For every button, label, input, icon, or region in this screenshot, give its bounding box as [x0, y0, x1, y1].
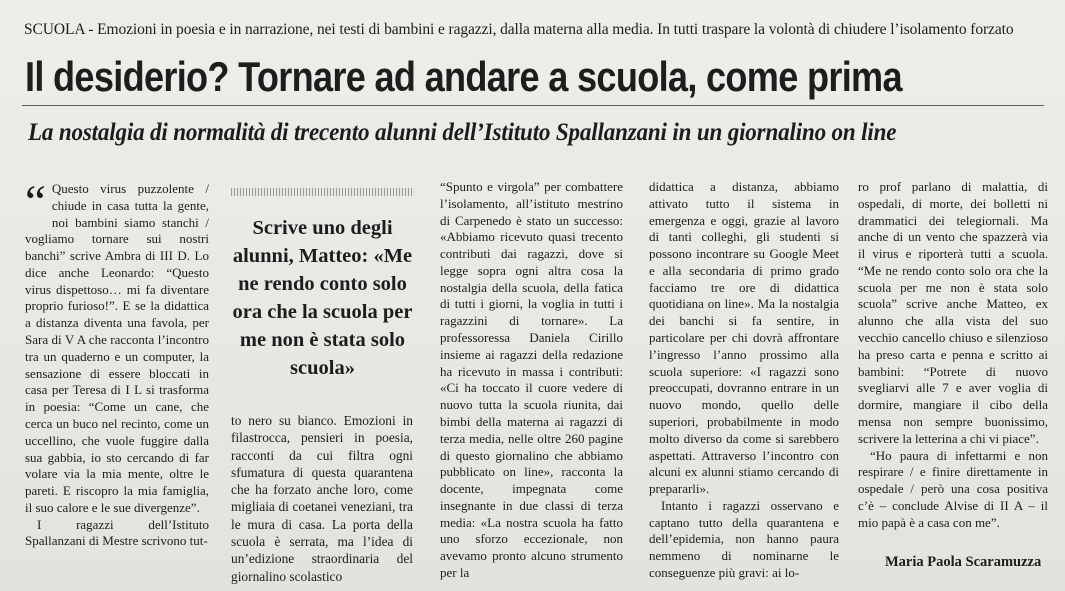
column-5-paragraph-2: “Ho paura di infettarmi e non respirare / e finire direttamente in ospedale / però una cosa positiva c’è – conclude Alvise di II A – il mio papà è a casa con me”.	[858, 447, 1048, 530]
drop-quote-mark: “	[25, 176, 46, 228]
subheadline: La nostalgia di normalità di trecento alunni dell’Istituto Spallanzani in un giornalino on line	[28, 117, 897, 146]
column-1-paragraph-1	[25, 176, 209, 517]
pull-quote-rule	[231, 188, 414, 196]
pull-quote-box	[231, 188, 414, 400]
article-column-1	[25, 176, 209, 550]
article-column-2	[231, 412, 413, 585]
kicker-text: - Emozioni in poesia e in narrazione, nei testi di bambini e ragazzi, dalla materna alla media. In tutti traspare la volontà di chiudere l’isolamento forzato	[84, 21, 1014, 38]
author-signature: Maria Paola Scaramuzza	[885, 554, 1042, 570]
column-1-paragraph-2: I ragazzi dell’Istituto Spallanzani di Mestre scrivono tut-	[25, 516, 209, 549]
article-column-5	[858, 179, 1048, 531]
headline-rule	[22, 105, 1044, 106]
column-4-paragraph-2: Intanto i ragazzi osservano e captano tutto della quarantena e dell’epidemia, non hanno paura nemmeno di nominarne le conseguenze più gravi: ai lo-	[649, 497, 839, 580]
kicker-line	[24, 21, 1013, 39]
column-1-text-1: Questo virus puzzolente / chiude in casa tutta la gente, noi bambini siamo stanchi / vogliamo tornare sui nostri banchi” scrive Ambra di III D. Lo dice anche Leonardo: “Questo virus dispettoso… mi fa diventare proprio furioso!”. E se la didattica a distanza diventa una favola, per Sara di V A che racconta l’incontro tra un quaderno e un computer, la sensazione di essere bloccati in casa per Teresa di I L si trasforma in poesia: “Come un cane, che cerca un buco nel recinto, come un uccellino, che vuole fuggire dalla sua gabbia, io sto cercando di far volare via la mia mente, oltre le pareti. E riscopro la mia famiglia, il suo calore e le sue divergenze”.	[25, 181, 209, 515]
column-3-paragraph-1: “Spunto e virgola” per combattere l’isolamento, all’istituto mestrino di Carpenedo è stato un successo: «Abbiamo ricevuto quasi trecento contributi dai ragazzi, dove si legge sopra ogni altra cosa la nostalgia della scuola, della fatica di tutti i giorni, la voglia in tutti i ragazzini di tornare». La professoressa Daniela Cirillo insieme ai ragazzi della redazione ha ricevuto in massa i contributi: «Ci ha toccato il cuore vedere di nuovo tutta la scuola riunita, dai bimbi della materna ai ragazzi di terza media, nelle oltre 260 pagine di questo giornalino che abbiamo pubblicato on line», racconta la docente, impegnata come insegnante in due classi di terza media: «La nostra scuola ha fatto uno sforzo eccezionale, non avevamo pronto alcuno strumento per la	[440, 179, 623, 580]
headline: Il desiderio? Tornare ad andare a scuola, come prima	[25, 53, 902, 100]
column-5-paragraph-1: ro prof parlano di malattia, di ospedali, di morte, dei bolletti ni drammatici dei telegiornali. Ma anche di un vento che spazzerà via il virus e riporterà tutti a scuola. “Me ne rendo conto solo ora che la scuola per me non è stata solo scuola” scrive anche Matteo, ex alunno che alla vista del suo vecchio cancello chiuso e silenzioso ha preso carta e penna e scritto ai bambini: “Potrete di nuovo svegliarvi alle 7 e aver voglia di dormire, mangiare il cibo della mensa non sempre buonissimo, scrivere la letterina a chi vi piace”.	[858, 179, 1048, 446]
pull-quote: Scrive uno degli alunni, Matteo: «Me ne rendo conto solo ora che la scuola per me non è stata solo scuola»	[232, 217, 413, 379]
article-column-3	[440, 179, 623, 582]
article-column-4	[649, 179, 839, 582]
section-label: SCUOLA	[24, 21, 85, 38]
column-4-paragraph-1: didattica a distanza, abbiamo attivato tutto il sistema in emergenza e oggi, grazie al lavoro di tanti colleghi, gli studenti si possono incontrare su Google Meet e alla secondaria di primo grado facciamo tre ore di didattica quotidiana on line». Ma la nostalgia dei banchi si fa sentire, in particolare per chi dovrà affrontare l’ingresso l’anno prossimo alla scuola superiore: «I ragazzi sono preoccupati, dovranno entrare in un nuovo mondo, quello delle superiori, probabilmente in modo molto diverso da come si sarebbero aspettati. Attraverso l’incontro con alcuni ex alunni stiamo cercando di prepararli».	[649, 179, 839, 497]
column-2-paragraph-1: to nero su bianco. Emozioni in filastrocca, pensieri in poesia, racconti da cui filtra ogni sfumatura di questa quarantena che ha forzato anche loro, come migliaia di coetanei veneziani, tra le mura di casa. La porta della scuola è serrata, ma l’idea di un’edizione straordinaria del giornalino scolastico	[231, 413, 413, 584]
